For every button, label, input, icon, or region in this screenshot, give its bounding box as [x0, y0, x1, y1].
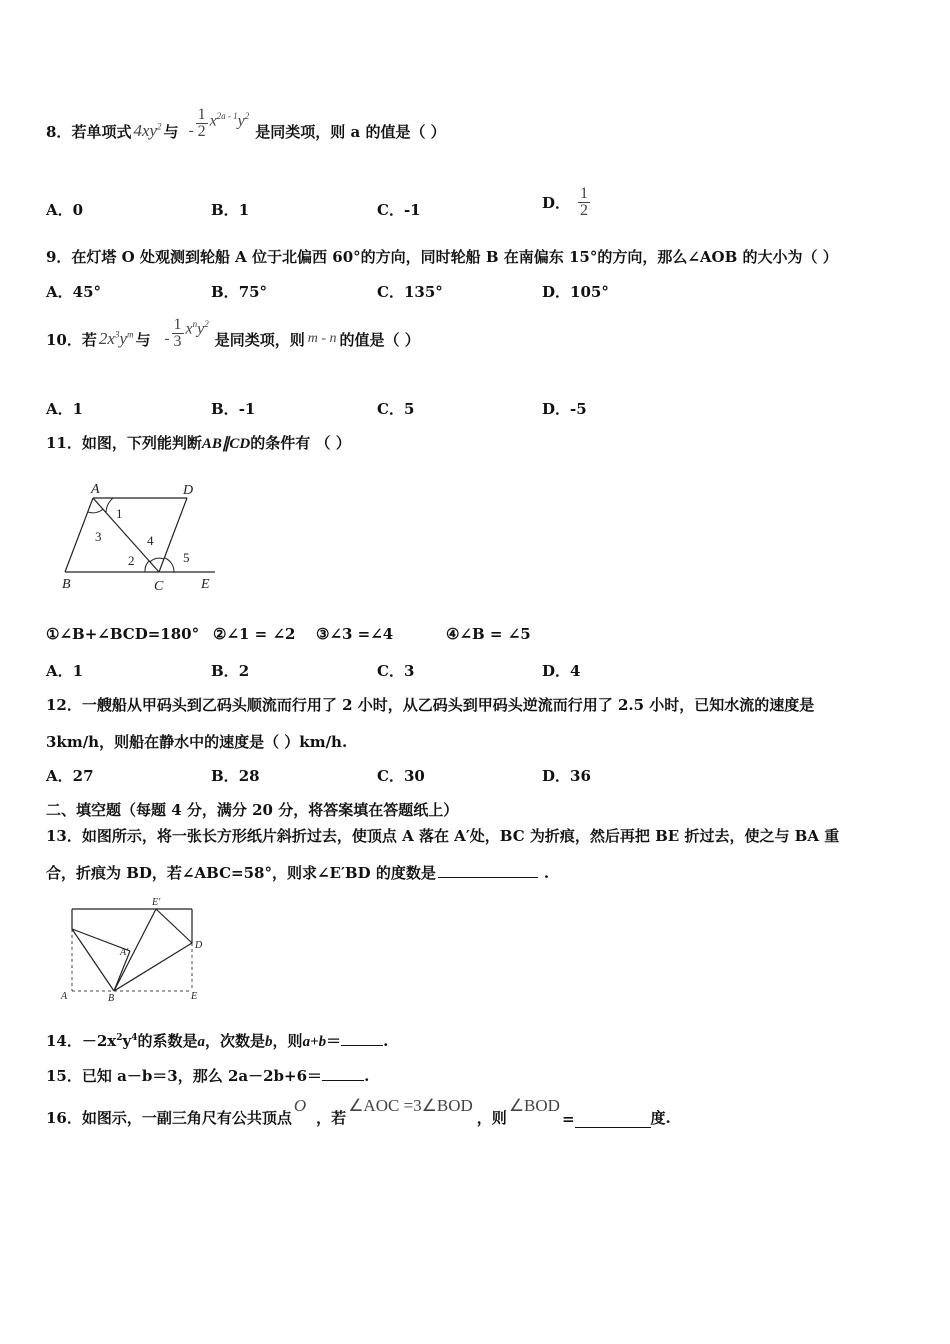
q8-frac-num: 1 [197, 105, 206, 123]
q16-line: 16． 如图示，一副三角尺有公共顶点 O ，若 ∠AOC =3∠BOD ，则 ∠BOD = 度. [46, 1096, 671, 1128]
q8-line [46, 106, 446, 156]
q13-line1: 13．如图所示，将一张长方形纸片斜折过去，使顶点 A 落在 A′处，BC 为折痕，然后再把 BE 折过去，使之与 BA 重 [46, 827, 840, 845]
q8-text1: 若单项式 [71, 122, 132, 141]
q10-text1: 若 [81, 330, 97, 349]
q11-condition-2: ②∠1 = ∠2 [213, 625, 296, 643]
q13-label-b: B [108, 993, 115, 1004]
q10-option-a: A．1 [46, 400, 84, 418]
q11-number: 11． [46, 434, 82, 452]
q10-expr1: $2x^3y^m$ [98, 329, 134, 348]
q8-option-d: D． $\frac{1}{2}$ [542, 185, 589, 219]
q9-option-c: C．135° [377, 283, 443, 301]
q11-condition-3: ③∠3 =∠4 [316, 625, 394, 643]
q11-arc-3 [88, 509, 103, 513]
q11-label-c: C [154, 579, 164, 594]
q11-label-4: 4 [147, 533, 154, 548]
q8-expr2: $x^{2a - 1}y^2$ [209, 111, 250, 130]
q16-answer-blank[interactable] [575, 1127, 651, 1128]
q8-fraction [196, 107, 208, 140]
q9-option-d: D．105° [542, 283, 609, 301]
q10-text4: 的值是（ ） [339, 330, 420, 349]
q11-arc-2 [145, 561, 149, 572]
q12-line1: 12．一艘船从甲码头到乙码头顺流而行用了 2 小时，从乙码头到甲码头逆流而行用了 2.5 小时，已知水流的速度是 [46, 696, 815, 714]
q12-line2: 3km/h，则船在静水中的速度是（ ）km/h. [46, 733, 348, 751]
q13-line2: 合，折痕为 BD，若∠ABC=58°，则求∠E′BD 的度数是 . [46, 864, 550, 882]
q12-option-a: A．27 [46, 767, 94, 785]
section-title: 二、填空题（每题 4 分，满分 20 分，将答案填在答题纸上） [46, 801, 459, 819]
q11-option-b: B．2 [211, 662, 250, 680]
q10-text2: 与 [135, 330, 151, 349]
q16-vertex: O [293, 1096, 307, 1115]
q10-option-b: B．-1 [211, 400, 256, 418]
q10-neg: - [164, 330, 170, 347]
q10-option-c: C．5 [377, 400, 415, 418]
q11-text1: 如图，下列能判断 [81, 434, 202, 452]
q13-line-ed [156, 909, 192, 943]
q13-label-e: E [191, 991, 198, 1002]
q11-figure [55, 478, 225, 598]
q13-label-e1: E' [152, 897, 161, 908]
q10-text3: 是同类项，则 [214, 330, 305, 349]
q11-label-b: B [62, 577, 71, 592]
q15-answer-blank[interactable] [322, 1080, 364, 1081]
q11-expr: AB∥CD [201, 436, 251, 452]
q8-text3: 是同类项，则 a 的值是（ ） [255, 122, 446, 141]
q8-text2: 与 [163, 122, 179, 141]
q16-target: ∠BOD [508, 1096, 560, 1115]
q8-option-c: C．-1 [377, 201, 421, 219]
q11-label-a: A [91, 482, 100, 497]
q11-arc-1 [106, 498, 113, 513]
q14-line: 14．$-2x^2y^4$的系数是a，次数是b，则a+b＝ . [46, 1032, 389, 1050]
q9-text: 9．在灯塔 O 处观测到轮船 A 位于北偏西 60°的方向，同时轮船 B 在南偏东 15°的方向，那么∠AOB 的大小为（ ） [46, 248, 838, 266]
q11-option-c: C．3 [377, 662, 415, 680]
q12-option-d: D．36 [542, 767, 591, 785]
q10-expr3: m - n [307, 331, 337, 346]
q11-condition-4: ④∠B = ∠5 [446, 625, 531, 643]
q8-neg: - [188, 122, 194, 139]
q13-answer-blank[interactable] [438, 877, 538, 878]
q13-label-d: D [195, 940, 203, 951]
q10-fraction: $\frac{1}{3}$ [173, 315, 182, 350]
q11-label-1: 1 [116, 506, 123, 521]
q11-arc-4 [150, 558, 164, 562]
q10-expr2: $x^ny^2$ [185, 319, 209, 338]
q11-label-5: 5 [183, 550, 190, 565]
q10-option-d: D．-5 [542, 400, 587, 418]
q11-line-ab [65, 498, 93, 572]
q10-line [46, 314, 420, 364]
q13-label-a1: A' [120, 947, 129, 958]
q8-option-a: A．0 [46, 201, 84, 219]
q13-figure [58, 893, 218, 1005]
q8-number: 8． [46, 122, 72, 141]
q9-option-b: B．75° [211, 283, 268, 301]
q11-option-a: A．1 [46, 662, 84, 680]
q11-label-d: D [183, 483, 194, 498]
q10-number: 10． [46, 330, 82, 349]
q13-fold-bc [72, 929, 114, 991]
q13-label-a: A [61, 991, 68, 1002]
q8-option-d-fraction: $\frac{1}{2}$ [580, 185, 589, 219]
q8-expr1: $4xy^2$ [133, 121, 162, 140]
q11-label-2: 2 [128, 553, 135, 568]
q8-frac-den: 2 [197, 122, 206, 140]
q11-label-e: E [201, 577, 210, 592]
q11-line [46, 432, 351, 453]
q15-line: 15．已知 a－b＝3，那么 2a－2b+6＝ . [46, 1067, 370, 1085]
q12-option-b: B．28 [211, 767, 260, 785]
q16-condition: ∠AOC =3∠BOD [348, 1096, 473, 1115]
q8-option-b: B．1 [211, 201, 250, 219]
q11-condition-1: ①∠B+∠BCD=180° [46, 625, 200, 643]
q14-answer-blank[interactable] [341, 1045, 383, 1046]
q14-expr: $-2x^2y^4$ [81, 1032, 138, 1050]
q9-option-a: A．45° [46, 283, 102, 301]
q12-option-c: C．30 [377, 767, 425, 785]
q11-option-d: D．4 [542, 662, 581, 680]
q11-label-3: 3 [95, 529, 102, 544]
q11-arc-5 [165, 558, 174, 572]
q11-text2: 的条件有 （ ） [250, 434, 351, 452]
